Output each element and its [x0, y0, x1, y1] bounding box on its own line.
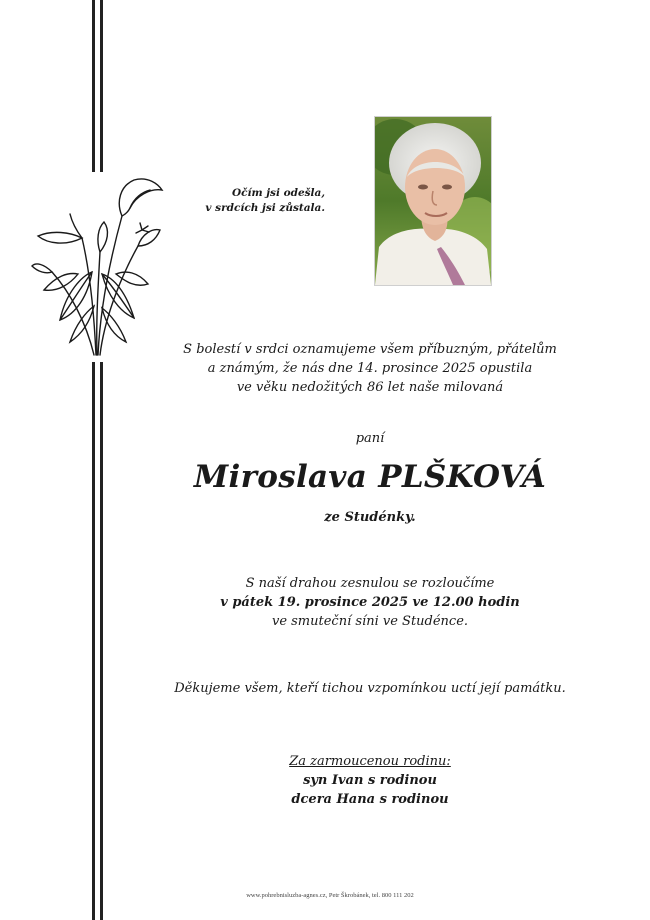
- honorific: paní: [355, 431, 385, 446]
- family-header: Za zarmoucenou rodinu:: [289, 754, 451, 769]
- family-signature: [150, 752, 590, 809]
- motto-verse: [205, 186, 325, 216]
- funeral-date-time: v pátek 19. prosince 2025 ve 12.00 hodin: [220, 595, 520, 610]
- border-rule-left: [92, 0, 95, 920]
- footer-contact: www.pohrebnisluzba-agnes.cz, Petr Škrobánek, tel. 800 111 202: [246, 892, 414, 899]
- funeral-location: ve smuteční síni ve Studénce.: [271, 614, 469, 629]
- funeral-intro-line: S naší drahou zesnulou se rozloučíme: [245, 576, 495, 591]
- motto-line: Očím jsi odešla,: [231, 187, 325, 199]
- calla-lily-illustration: [30, 172, 165, 362]
- portrait-photo: [374, 116, 492, 286]
- announcement-line: ve věku nedožitých 86 let naše milovaná: [236, 380, 504, 395]
- announcement-text: [150, 340, 590, 397]
- announcement-line: a známým, že nás dne 14. prosince 2025 opustila: [207, 361, 533, 376]
- deceased-name: Miroslava PLŠKOVÁ: [193, 459, 547, 495]
- funeral-details: [150, 574, 590, 631]
- deceased-origin: ze Studénky.: [324, 510, 416, 525]
- family-member: dcera Hana s rodinou: [291, 792, 449, 807]
- thanks-line: Děkujeme všem, kteří tichou vzpomínkou uctí její památku.: [174, 681, 566, 696]
- family-member: syn Ivan s rodinou: [303, 773, 437, 788]
- motto-line: v srdcích jsi zůstala.: [205, 202, 325, 214]
- announcement-line: S bolestí v srdci oznamujeme všem příbuzným, přátelům: [183, 342, 557, 357]
